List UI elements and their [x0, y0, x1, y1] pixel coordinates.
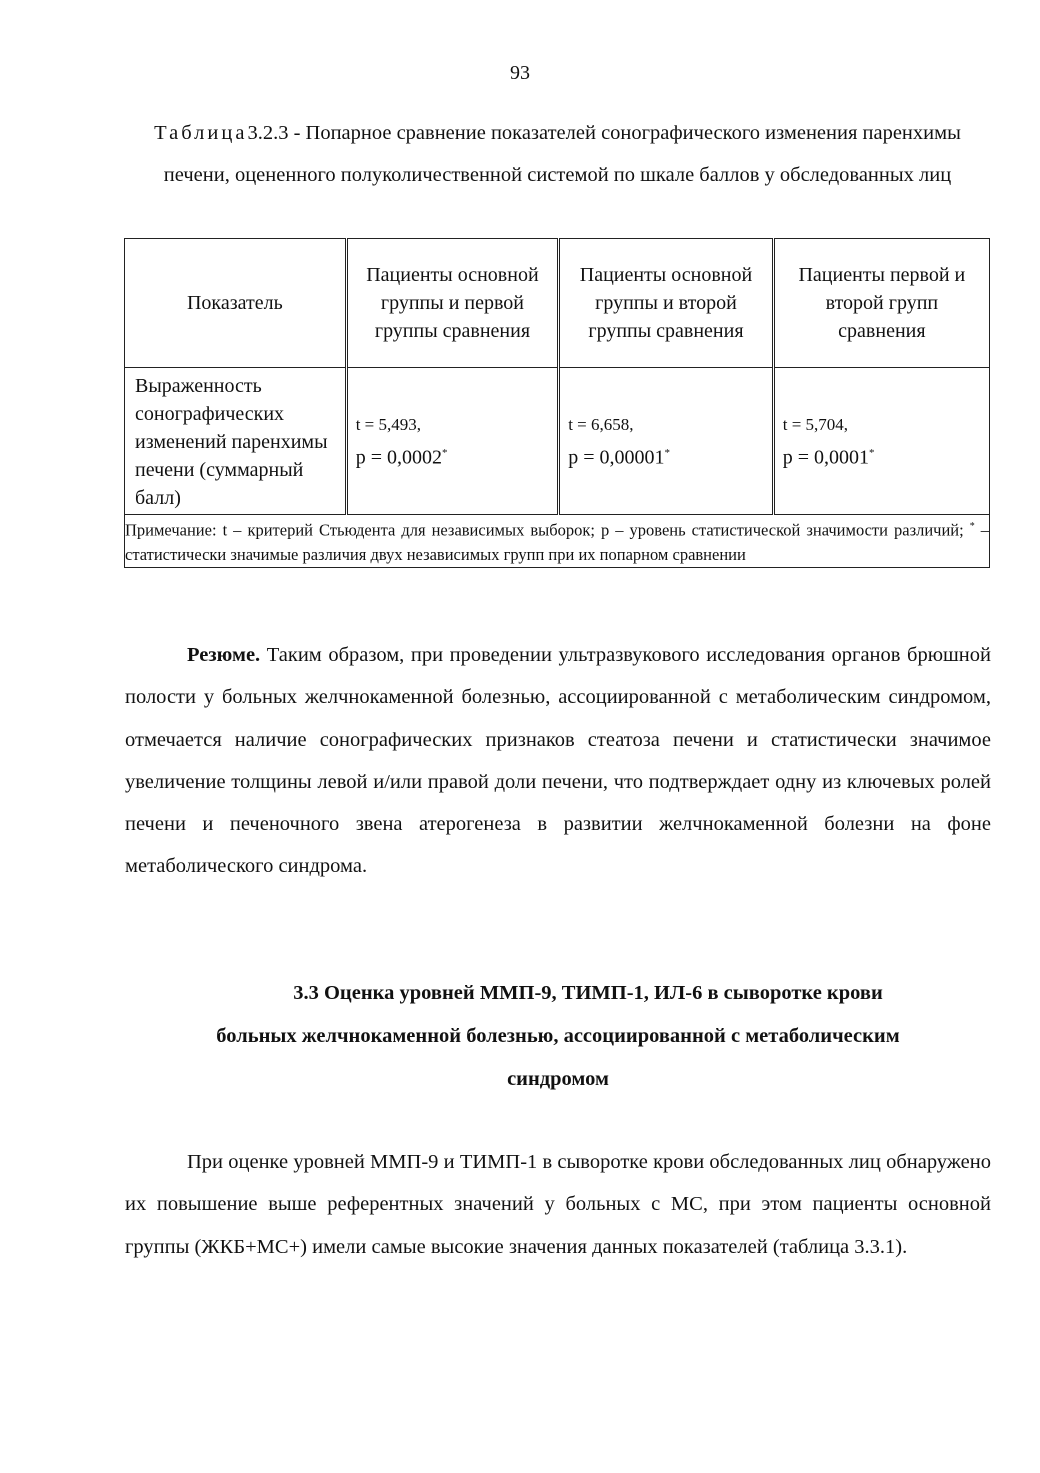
cell-col1-t: t = 5,493,	[355, 415, 422, 435]
significance-mark: *	[869, 447, 875, 460]
header-indicator: Показатель	[125, 239, 347, 368]
summary-text: Таким образом, при проведении ультразвукового исследования органов брюшной полости у больных желчнокаменной болезнью, ассоциированной с метаболическим синдромом, отмечается наличие сонографических признаков стеатоза печени и статистически значимое увеличение толщины левой и/или правой доли печени, что подтверждает одну из ключевых ролей печени и печеночного звена атерогенеза в развитии желчнокаменной болезни на фоне метаболического синдрома.	[125, 644, 992, 878]
table-note-mark: *	[969, 521, 975, 532]
cell-col2-t: t = 6,658,	[568, 415, 634, 435]
comparison-table	[124, 238, 990, 568]
header-col3-text: Пациенты первой и второй групп сравнения	[798, 264, 966, 342]
table-caption-number: 3.2.3	[247, 122, 289, 144]
table-caption-prefix: Таблица	[154, 122, 248, 144]
section-heading	[125, 972, 991, 1101]
table-caption	[125, 112, 990, 196]
section-heading-line2: больных желчнокаменной болезнью, ассоциированной с метаболическим	[216, 1025, 900, 1047]
page-number: 93	[510, 62, 530, 84]
section-paragraph	[125, 1141, 991, 1268]
cell-col1	[346, 368, 559, 515]
summary-label: Резюме.	[187, 644, 261, 666]
table-row	[125, 368, 990, 515]
cell-col3-p: p = 0,0001	[782, 446, 870, 469]
significance-mark: *	[441, 447, 448, 460]
table-note-part2: – статистически значимые различия двух независимых групп при их попарном сравнении	[125, 520, 990, 564]
cell-col3	[773, 368, 989, 515]
row-indicator: Выраженность сонографических изменений паренхимы печени (суммарный балл)	[125, 368, 347, 515]
cell-col2-p: p = 0,00001	[568, 446, 665, 469]
table-header-row	[125, 239, 990, 368]
cell-col1-p: p = 0,0002	[355, 446, 442, 469]
cell-col2	[559, 368, 774, 515]
header-col1-text: Пациенты основной группы и первой группы сравнения	[366, 264, 539, 342]
header-col2	[559, 239, 774, 368]
cell-col3-t: t = 5,704,	[782, 415, 849, 435]
table-note-row	[125, 515, 990, 568]
section-heading-line1: 3.3 Оценка уровней ММП-9, ТИМП-1, ИЛ-6 в сыворотке крови	[293, 982, 883, 1004]
header-col3	[773, 239, 989, 368]
summary-paragraph	[125, 634, 991, 888]
section-heading-line3: синдромом	[507, 1068, 609, 1090]
table-caption-text: - Попарное сравнение показателей сонографического изменения паренхимы печени, оцененного полуколичественной системой по шкале баллов у обследованных лиц	[163, 122, 961, 186]
header-col2-text: Пациенты основной группы и второй группы сравнения	[579, 264, 753, 342]
header-col1	[346, 239, 559, 368]
significance-mark: *	[664, 447, 670, 460]
table-note-part1: Примечание: t – критерий Стьюдента для независимых выборок; p – уровень статистической значимости различий;	[125, 520, 964, 540]
table-note	[125, 515, 990, 568]
section-paragraph-text: При оценке уровней ММП-9 и ТИМП-1 в сыворотке крови обследованных лиц обнаружено их повышение выше референтных значений у больных с МС, при этом пациенты основной группы (ЖКБ+МС+) имели самые высокие значения данных показателей (таблица 3.3.1).	[125, 1151, 991, 1258]
